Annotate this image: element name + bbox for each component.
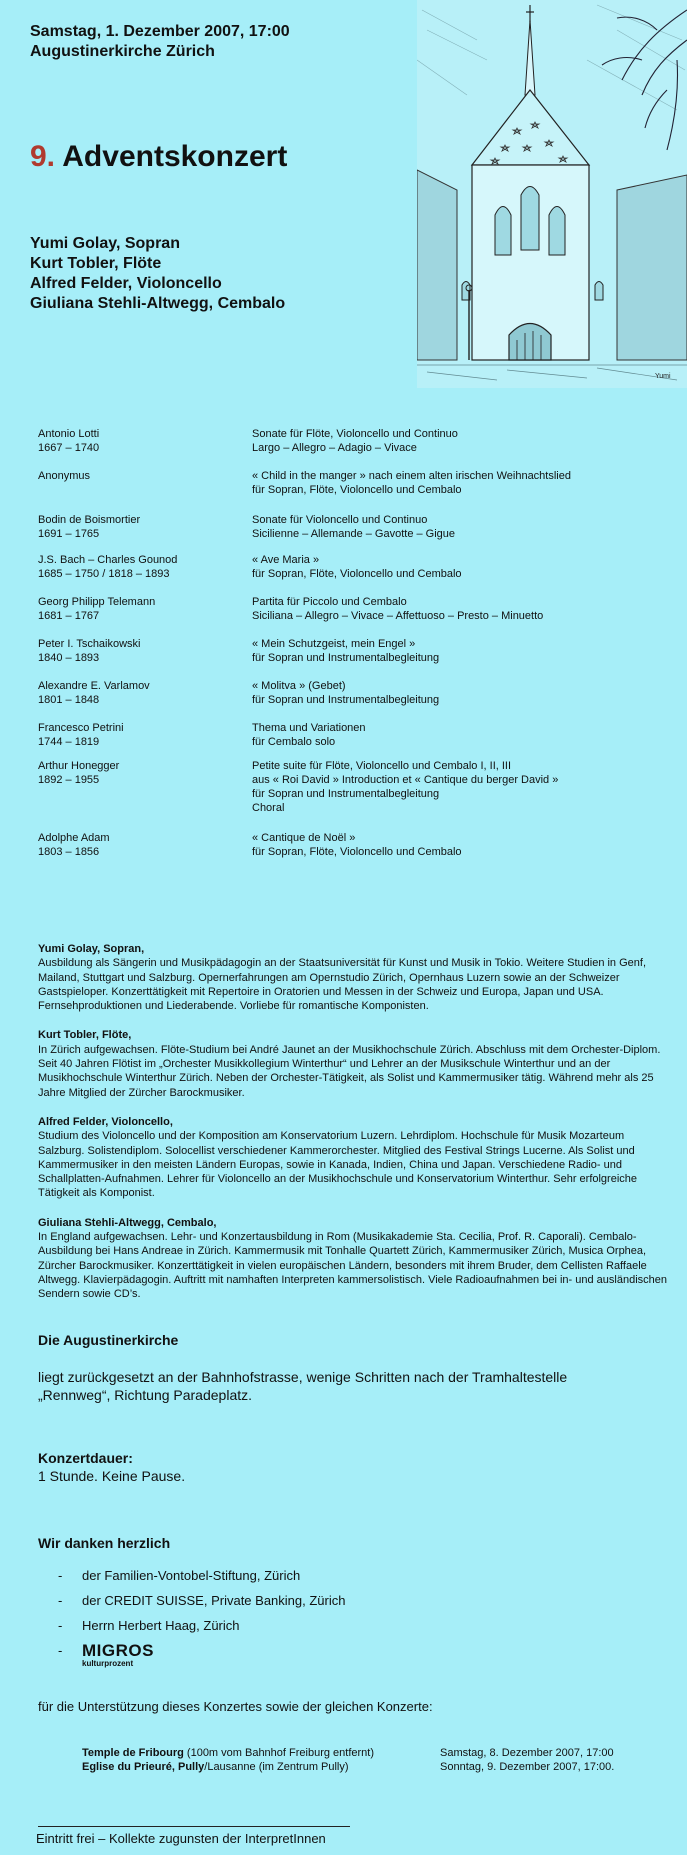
work-line: Sonate für Violoncello und Continuo — [252, 514, 428, 526]
title-number: 9. — [30, 140, 56, 173]
composer-name: Bodin de Boismortier — [38, 514, 141, 526]
composer-name: Francesco Petrini — [38, 722, 124, 734]
work-line: für Sopran, Flöte, Violoncello und Cembalo — [252, 484, 462, 496]
church-drawing — [417, 0, 687, 388]
composer — [38, 721, 248, 749]
venue-date: Sonntag, 9. Dezember 2007, 17:00. — [440, 1761, 615, 1773]
work-line: Sicilienne – Allemande – Gavotte – Gigue — [252, 528, 456, 540]
composer-name: Anonymus — [38, 470, 90, 482]
bio-text: Ausbildung als Sängerin und Musikpädagogin an der Staatsuniversität für Kunst und Musik in Tokio. Weitere Studien in Genf, Mailand, Stuttgart und Salzburg. Opernerfahrungen am Opernstudio Zürich, Opernhaus Luzern sowie an der Schweizer Gastspieloper. Konzerttätigkeit mit Repertoire in Oratorien und Messen in der Schweiz und Europa, Japan und USA. Fernsehproduktionen und Liederabende. Vorliebe für romantische Komponisten. — [38, 957, 647, 1013]
venue-date: Samstag, 8. Dezember 2007, 17:00 — [440, 1747, 614, 1759]
performers-list — [30, 234, 285, 314]
list-dash: - — [58, 1643, 63, 1658]
venue-name: Temple de Fribourg — [82, 1747, 184, 1759]
footer-divider — [38, 1826, 350, 1827]
venue-name: Eglise du Prieuré, Pully — [82, 1761, 205, 1773]
work-line: für Sopran und Instrumentalbegleitung — [252, 694, 440, 706]
venue-dates — [440, 1746, 614, 1774]
bio-entry — [38, 1028, 668, 1099]
page-title — [30, 140, 287, 174]
work-line: für Sopran, Flöte, Violoncello und Cembalo — [252, 846, 462, 858]
composer — [38, 595, 248, 623]
concert-header — [30, 22, 290, 62]
composer-dates: 1840 – 1893 — [38, 652, 100, 664]
composer-name: Adolphe Adam — [38, 832, 110, 844]
work-line: « Child in the manger » nach einem alten irischen Weihnachtslied — [252, 470, 571, 482]
program-row — [38, 553, 678, 595]
work-line: für Cembalo solo — [252, 736, 336, 748]
bio-name: Yumi Golay, Sopran, — [38, 943, 145, 955]
sponsor-name: Herrn Herbert Haag, Zürich — [82, 1618, 240, 1633]
composer-name: Peter I. Tschaikowski — [38, 638, 141, 650]
program-row — [38, 831, 678, 861]
bio-name: Kurt Tobler, Flöte, — [38, 1029, 132, 1042]
work-line: « Mein Schutzgeist, mein Engel » — [252, 638, 416, 650]
list-dash: - — [58, 1593, 63, 1608]
work-line: Partita für Piccolo und Cembalo — [252, 596, 407, 608]
composer-dates: 1801 – 1848 — [38, 694, 100, 706]
artist-signature: Yumi — [655, 373, 671, 380]
thanks-heading: Wir danken herzlich — [38, 1535, 171, 1551]
migros-logo-main: MIGROS — [82, 1641, 154, 1660]
work-line: für Sopran und Instrumentalbegleitung — [252, 652, 440, 664]
work-line: für Sopran und Instrumentalbegleitung — [252, 788, 440, 800]
bio-name: Giuliana Stehli-Altwegg, Cembalo, — [38, 1216, 217, 1229]
composer — [38, 679, 248, 707]
composer-dates: 1744 – 1819 — [38, 736, 100, 748]
bio-entry — [38, 1216, 668, 1302]
composer — [38, 469, 248, 483]
program-row — [38, 759, 678, 831]
list-dash: - — [58, 1568, 63, 1583]
church-directions: liegt zurückgesetzt an der Bahnhofstrasse, wenige Schritten nach der Tramhaltestelle „Rennweg“, Richtung Paradeplatz. — [38, 1369, 568, 1403]
duration-text: 1 Stunde. Keine Pause. — [38, 1468, 186, 1484]
footer-note: Eintritt frei – Kollekte zugunsten der InterpretInnen — [36, 1831, 326, 1846]
sponsor-name: der CREDIT SUISSE, Private Banking, Zürich — [82, 1593, 346, 1608]
composer — [38, 427, 248, 455]
work — [252, 721, 672, 749]
program-row — [38, 679, 678, 721]
work — [252, 831, 672, 859]
composer-name: J.S. Bach – Charles Gounod — [38, 554, 178, 566]
composer — [38, 831, 248, 859]
composer-name: Georg Philipp Telemann — [38, 596, 156, 608]
composer-dates: 1892 – 1955 — [38, 774, 100, 786]
migros-logo-sub: kulturprozent — [82, 1659, 134, 1668]
composer — [38, 637, 248, 665]
concert-date: Samstag, 1. Dezember 2007, 17:00 — [30, 23, 290, 40]
work — [252, 637, 672, 665]
venue-list — [82, 1746, 374, 1774]
work-line: Thema und Variationen — [252, 722, 366, 734]
work-line: für Sopran, Flöte, Violoncello und Cembalo — [252, 568, 462, 580]
composer-name: Antonio Lotti — [38, 428, 100, 440]
composer-dates: 1691 – 1765 — [38, 528, 100, 540]
title-text: Adventskonzert — [62, 140, 288, 173]
work — [252, 595, 672, 623]
sponsor-name: der Familien-Vontobel-Stiftung, Zürich — [82, 1568, 301, 1583]
composer-dates: 1681 – 1767 — [38, 610, 100, 622]
concert-location: Augustinerkirche Zürich — [30, 43, 215, 60]
work-line: « Molitva » (Gebet) — [252, 680, 346, 692]
program-row — [38, 595, 678, 637]
venue-detail: /Lausanne (im Zentrum Pully) — [204, 1761, 349, 1773]
bio-text: In Zürich aufgewachsen. Flöte-Studium bei André Jaunet an der Musikhochschule Zürich. Abschluss mit dem Orchester-Diplom. Seit 40 Jahren Flötist im „Orchester Musikkollegium Winterthur“ und Lehrer an der Musikschule Winterthur und an der Musikhochschule Winterthur Zürich. Neben der Orchester-Tätigkeit, als Solist und Kammermusiker tätig. Während mehr als 25 Jahre Mitglied der Zürcher Barockmusiker. — [38, 1043, 661, 1099]
work-line: Sonate für Flöte, Violoncello und Continuo — [252, 428, 458, 440]
bio-entry — [38, 1115, 668, 1201]
work-line: aus « Roi David » Introduction et « Cantique du berger David » — [252, 774, 559, 786]
list-dash: - — [58, 1618, 63, 1633]
work-line: Choral — [252, 802, 285, 814]
program-row — [38, 469, 678, 513]
program-list — [38, 427, 678, 861]
work-line: Largo – Allegro – Adagio – Vivace — [252, 442, 417, 454]
work-line: « Cantique de Noël » — [252, 832, 356, 844]
bio-entry — [38, 942, 668, 1013]
composer-dates: 1685 – 1750 / 1818 – 1893 — [38, 568, 170, 580]
venue-detail: (100m vom Bahnhof Freiburg entfernt) — [183, 1747, 375, 1759]
program-row — [38, 427, 678, 469]
work — [252, 469, 672, 497]
composer — [38, 759, 248, 787]
migros-logo — [82, 1643, 154, 1668]
composer — [38, 513, 248, 541]
performer: Alfred Felder, Violoncello — [30, 275, 222, 292]
duration-heading: Konzertdauer: — [38, 1450, 133, 1466]
program-row — [38, 721, 678, 759]
work — [252, 759, 672, 815]
biographies — [38, 942, 668, 1317]
composer — [38, 553, 248, 581]
work — [252, 513, 672, 541]
venue-line — [82, 1746, 374, 1760]
work-line: Siciliana – Allegro – Vivace – Affettuoso – Presto – Minuetto — [252, 610, 544, 622]
bio-name: Alfred Felder, Violoncello, — [38, 1115, 173, 1128]
program-row — [38, 637, 678, 679]
performer: Giuliana Stehli-Altwegg, Cembalo — [30, 295, 286, 312]
performer: Kurt Tobler, Flöte — [30, 255, 162, 272]
performer: Yumi Golay, Sopran — [30, 235, 180, 252]
work — [252, 679, 672, 707]
church-heading: Die Augustinerkirche — [38, 1332, 179, 1348]
work-line: Petite suite für Flöte, Violoncello und Cembalo I, II, III — [252, 760, 512, 772]
composer-dates: 1803 – 1856 — [38, 846, 100, 858]
program-row — [38, 513, 678, 553]
composer-name: Alexandre E. Varlamov — [38, 680, 150, 692]
venue-line — [82, 1760, 374, 1774]
bio-text: In England aufgewachsen. Lehr- und Konzertausbildung in Rom (Musikakademie Sta. Cecilia, Prof. R. Caporali). Cembalo-Ausbildung bei Hans Andreae in Zürich. Kammermusik mit Tonhalle Quartett Zürich, Kammermusiker Zürich, Musica Orphea, Zürcher Barockmusiker. Konzerttätigkeit in vielen europäischen Ländern, besonders mit ihrem Bruder, dem Cellisten Raffaele Altwegg. Klavierpädagogin. Auftritt mit namhaften Interpreten kammersolistisch. Viele Radioaufnahmen bei in- und ausländischen Sendern sowie CD’s. — [38, 1231, 667, 1301]
composer-name: Arthur Honegger — [38, 760, 120, 772]
support-text: für die Unterstützung dieses Konzertes sowie der gleichen Konzerte: — [38, 1699, 433, 1714]
composer-dates: 1667 – 1740 — [38, 442, 100, 454]
bio-text: Studium des Violoncello und der Komposition am Konservatorium Luzern. Lehrdiplom. Hochschule für Musik Mozarteum Salzburg. Solistendiplom. Solocellist verschiedener Kammerorchester. Mitglied des Festival Strings Lucerne. Als Solist und Kammermusiker in den meisten Ländern Europas, sowie in Kanada, Indien, China und Japan. Verschiedene Radio- und Schallplatten-Aufnahmen. Lehrer für Violoncello an der Musikhochschule und Konservatorium Winterthur. Sehr erfolgreiche Tätigkeit als Komponist. — [38, 1130, 638, 1200]
work-line: « Ave Maria » — [252, 554, 320, 566]
work — [252, 427, 672, 455]
work — [252, 553, 672, 581]
